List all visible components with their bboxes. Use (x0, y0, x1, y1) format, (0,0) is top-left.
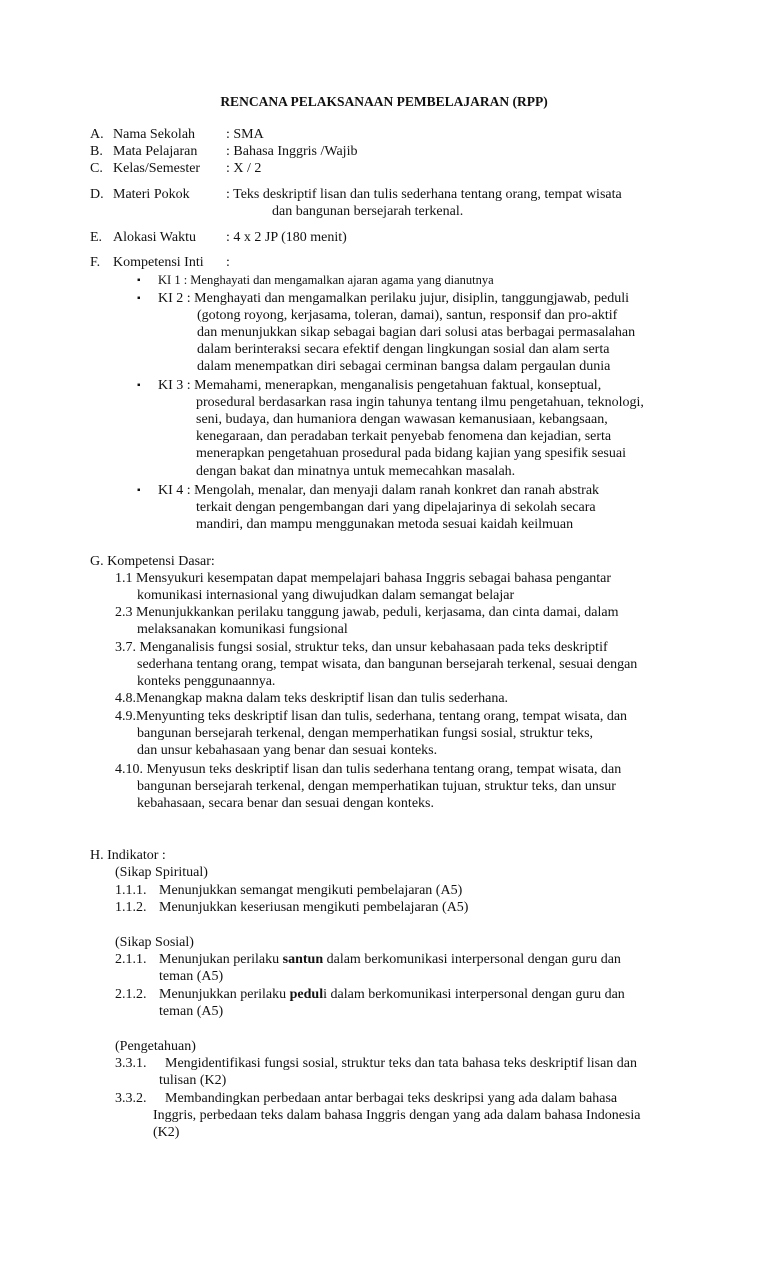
kd-line: bangunan bersejarah terkenal, dengan memperhatikan fungsi sosial, struktur teks, (137, 726, 594, 741)
identity-value: : Teks deskriptif lisan dan tulis sederhana tentang orang, tempat wisata (226, 187, 622, 202)
identity-letter: F. (90, 255, 101, 270)
identity-value: : 4 x 2 JP (180 menit) (226, 230, 347, 245)
indikator-num: 2.1.2. (115, 987, 147, 1002)
kd-line: 3.7. Menganalisis fungsi sosial, struktur teks, dan unsur kebahasaan pada teks deskriptif (115, 640, 608, 655)
identity-letter: A. (90, 127, 104, 142)
ki-line: KI 2 : Menghayati dan mengamalkan perilaku jujur, disiplin, tanggungjawab, peduli (158, 291, 630, 306)
identity-letter: C. (90, 161, 103, 176)
kd-heading: G. Kompetensi Dasar: (90, 554, 215, 569)
ki-line: mandiri, dan mampu menggunakan metoda sesuai kaidah keilmuan (196, 517, 574, 532)
indikator-text: Membandingkan perbedaan antar berbagai teks deskripsi yang ada dalam bahasa (165, 1091, 618, 1106)
identity-letter: E. (90, 230, 103, 245)
kd-line: kebahasaan, secara benar dan sesuai dengan konteks. (137, 796, 434, 811)
indikator-text: teman (A5) (159, 969, 224, 984)
ki-line: dalam menempatkan diri sebagai cerminan bangsa dalam pergaulan dunia (197, 359, 611, 374)
page-title: RENCANA PELAKSANAAN PEMBELAJARAN (RPP) (220, 94, 548, 109)
indikator-text: Menunjukkan perilaku peduli dalam berkomunikasi interpersonal dengan guru dan (159, 987, 625, 1002)
indikator-heading: H. Indikator : (90, 848, 166, 863)
indikator-text: Menunjukkan semangat mengikuti pembelajaran (A5) (159, 883, 463, 898)
section-title: (Sikap Sosial) (115, 935, 194, 950)
kd-line: 1.1 Mensyukuri kesempatan dapat mempelajari bahasa Inggris sebagai bahasa pengantar (115, 571, 612, 586)
indikator-num: 3.3.1. (115, 1056, 147, 1071)
emphasis: pedul (289, 987, 324, 1002)
bullet-icon: ▪ (137, 293, 141, 304)
identity-label: Kompetensi Inti (113, 255, 204, 270)
identity-label: Mata Pelajaran (113, 144, 198, 159)
ki-line: menerapkan pengetahuan prosedural pada bidang kajian yang spesifik sesuai (196, 446, 626, 461)
ki-line: dengan bakat dan minatnya untuk memecahkan masalah. (196, 464, 516, 479)
identity-value: : Bahasa Inggris /Wajib (226, 144, 358, 159)
identity-letter: B. (90, 144, 103, 159)
kd-line: 2.3 Menunjukkankan perilaku tanggung jawab, peduli, kerjasama, dan cinta damai, dalam (115, 605, 619, 620)
kd-line: sederhana tentang orang, tempat wisata, dan bangunan bersejarah terkenal, sesuai dengan (137, 657, 638, 672)
ki-line: (gotong royong, kerjasama, toleran, damai), santun, responsif dan pro-aktif (197, 308, 618, 323)
bullet-icon: ▪ (137, 485, 141, 496)
kd-line: melaksanakan komunikasi fungsional (137, 622, 348, 637)
indikator-text: tulisan (K2) (159, 1073, 227, 1088)
ki-line: KI 4 : Mengolah, menalar, dan menyaji dalam ranah konkret dan ranah abstrak (158, 483, 600, 498)
identity-value: : SMA (226, 127, 264, 142)
identity-value: : X / 2 (226, 161, 262, 176)
kd-line: 4.10. Menyusun teks deskriptif lisan dan tulis sederhana tentang orang, tempat wisata, dan (115, 762, 622, 777)
indikator-text: Menunjukkan keseriusan mengikuti pembelajaran (A5) (159, 900, 469, 915)
ki-line: prosedural berdasarkan rasa ingin tahunya tentang ilmu pengetahuan, teknologi, (196, 395, 644, 410)
ki-line: KI 3 : Memahami, menerapkan, menganalisis pengetahuan faktual, konseptual, (158, 378, 602, 393)
kd-line: konteks penggunaannya. (137, 674, 276, 689)
identity-value: : (226, 255, 230, 270)
indikator-text: (K2) (153, 1125, 180, 1140)
ki-line: terkait dengan pengembangan dari yang dipelajarinya di sekolah secara (196, 500, 596, 515)
kd-line: komunikasi internasional yang diwujudkan dalam semangat belajar (137, 588, 515, 603)
identity-label: Nama Sekolah (113, 127, 196, 142)
ki-line: seni, budaya, dan humaniora dengan wawasan kemanusiaan, kebangsaan, (196, 412, 608, 427)
bullet-icon: ▪ (137, 275, 141, 286)
kd-line: 4.8.Menangkap makna dalam teks deskriptif lisan dan tulis sederhana. (115, 691, 509, 706)
indikator-num: 3.3.2. (115, 1091, 147, 1106)
kd-line: 4.9.Menyunting teks deskriptif lisan dan tulis, sederhana, tentang orang, tempat wisata, dan (115, 709, 628, 724)
ki-line: KI 1 : Menghayati dan mengamalkan ajaran agama yang dianutnya (158, 273, 494, 287)
identity-label: Materi Pokok (113, 187, 190, 202)
indikator-num: 1.1.2. (115, 900, 147, 915)
section-title: (Pengetahuan) (115, 1039, 196, 1054)
ki-line: dan menunjukkan sikap sebagai bagian dari solusi atas berbagai permasalahan (197, 325, 636, 340)
indikator-num: 1.1.1. (115, 883, 147, 898)
indikator-text: teman (A5) (159, 1004, 224, 1019)
identity-value-continued: dan bangunan bersejarah terkenal. (272, 204, 464, 219)
indikator-text: Menunjukan perilaku santun dalam berkomunikasi interpersonal dengan guru dan (159, 952, 621, 967)
bullet-icon: ▪ (137, 380, 141, 391)
ki-line: dalam berinteraksi secara efektif dengan lingkungan sosial dan alam serta (197, 342, 610, 357)
ki-line: kenegaraan, dan peradaban terkait penyebab fenomena dan kejadian, serta (196, 429, 612, 444)
indikator-text: Mengidentifikasi fungsi sosial, struktur teks dan tata bahasa teks deskriptif lisan dan (165, 1056, 638, 1071)
kd-line: bangunan bersejarah terkenal, dengan memperhatikan tujuan, struktur teks, dan unsur (137, 779, 616, 794)
identity-label: Alokasi Waktu (113, 230, 196, 245)
identity-label: Kelas/Semester (113, 161, 201, 176)
section-title: (Sikap Spiritual) (115, 865, 208, 880)
indikator-num: 2.1.1. (115, 952, 147, 967)
emphasis: santun (282, 952, 324, 967)
kd-line: dan unsur kebahasaan yang benar dan sesuai konteks. (137, 743, 438, 758)
identity-letter: D. (90, 187, 104, 202)
indikator-text: Inggris, perbedaan teks dalam bahasa Inggris dengan yang ada dalam bahasa Indonesia (153, 1108, 641, 1123)
